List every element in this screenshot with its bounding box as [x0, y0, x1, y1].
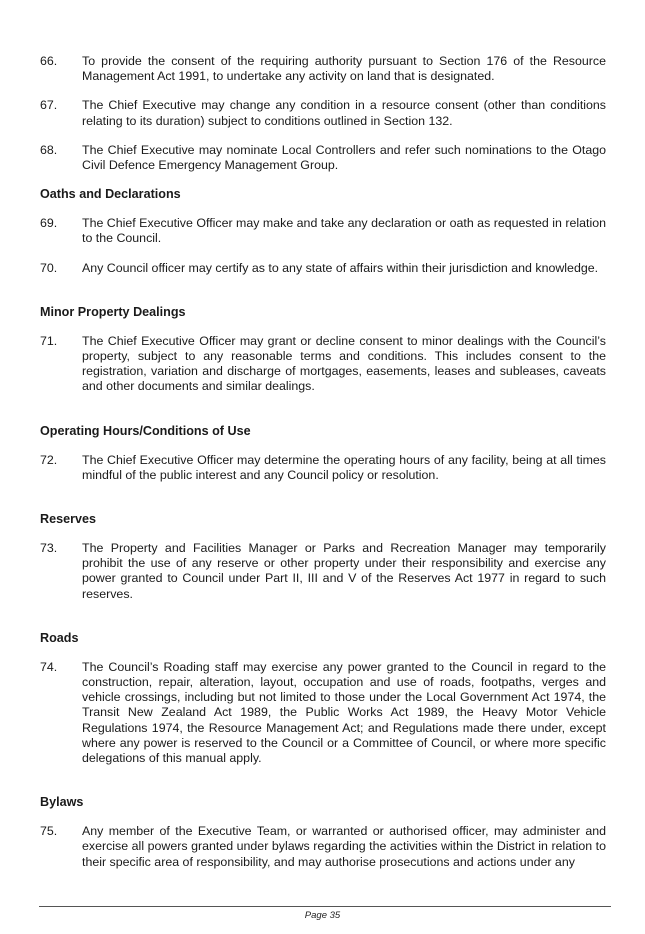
clause-text: The Chief Executive Officer may determine the operating hours of any facility, being at all times mindful of the public interest and any Council policy or resolution. [82, 452, 606, 482]
clause-text: The Chief Executive may nominate Local Controllers and refer such nominations to the Otago Civil Defence Emergency Management Group. [82, 142, 606, 173]
clause-text: To provide the consent of the requiring authority pursuant to Section 176 of the Resource Management Act 1991, to undertake any activity on land that is designated. [82, 54, 606, 84]
page-content [40, 54, 606, 870]
clause-text: The Chief Executive Officer may grant or decline consent to minor dealings with the Council’s property, subject to any reasonable terms and conditions. This includes consent to the registration, variation and discharge of mortgages, easements, leases and subleases, caveats and other documents and similar dealings. [82, 333, 606, 394]
page-number: Page 35 [304, 910, 341, 921]
clause-text: The Property and Facilities Manager or Parks and Recreation Manager may temporarily prohibit the use of any reserve or other property under their responsibility and exercise any power granted to Council under Part II, III and V of the Reserves Act 1977 in regard to such reserves. [82, 541, 606, 601]
clause-text: The Chief Executive may change any condition in a resource consent (other than conditions relating to its duration) subject to conditions outlined in Section 132. [82, 98, 606, 128]
clause-text: The Chief Executive Officer may make and take any declaration or oath as requested in relation to the Council. [82, 216, 606, 246]
clause-number: 72. [40, 452, 58, 467]
clause-66 [40, 54, 606, 84]
section-heading-minor-property: Minor Property Dealings [40, 304, 186, 319]
clause-number: 75. [40, 824, 58, 839]
clause-69 [40, 216, 606, 246]
clause-70 [40, 261, 606, 276]
section-heading-operating-hours: Operating Hours/Conditions of Use [40, 423, 251, 438]
clause-number: 70. [40, 260, 58, 275]
clause-number: 68. [40, 142, 58, 157]
clause-number: 74. [40, 659, 58, 674]
clause-71 [40, 334, 606, 395]
section-heading-roads: Roads [40, 630, 79, 645]
clause-text: The Council’s Roading staff may exercise any power granted to the Council in regard to the construction, repair, alteration, layout, occupation and use of roads, footpaths, verges and vehicle crossings, including but not limited to those under the Local Government Act 1974, the Transit New Zealand Act 1989, the Public Works Act 1989, the Heavy Motor Vehicle Regulations 1974, the Resource Management Act; and Regulations made there under, except where any power is reserved to the Council or a Committee of Council, or where more specific delegations of this manual apply. [82, 659, 606, 766]
clause-72 [40, 453, 606, 483]
clause-number: 69. [40, 216, 58, 231]
clause-number: 67. [40, 98, 58, 113]
footer-divider [39, 906, 611, 907]
section-heading-bylaws: Bylaws [40, 795, 84, 810]
clause-number: 71. [40, 333, 58, 348]
clause-74 [40, 660, 606, 766]
section-heading-reserves: Reserves [40, 512, 97, 527]
section-heading-oaths: Oaths and Declarations [40, 187, 181, 202]
clause-text: Any member of the Executive Team, or warranted or authorised officer, may administer and exercise all powers granted under bylaws regarding the activities within the District in relation to their specific area of responsibility, and may authorise prosecutions and actions under any [82, 824, 606, 869]
clause-text: Any Council officer may certify as to any state of affairs within their jurisdiction and knowledge. [82, 260, 599, 275]
clause-75 [40, 824, 606, 870]
clause-67 [40, 98, 606, 128]
clause-number: 73. [40, 541, 58, 556]
clause-68 [40, 143, 606, 173]
clause-73 [40, 541, 606, 602]
clause-number: 66. [40, 54, 58, 68]
